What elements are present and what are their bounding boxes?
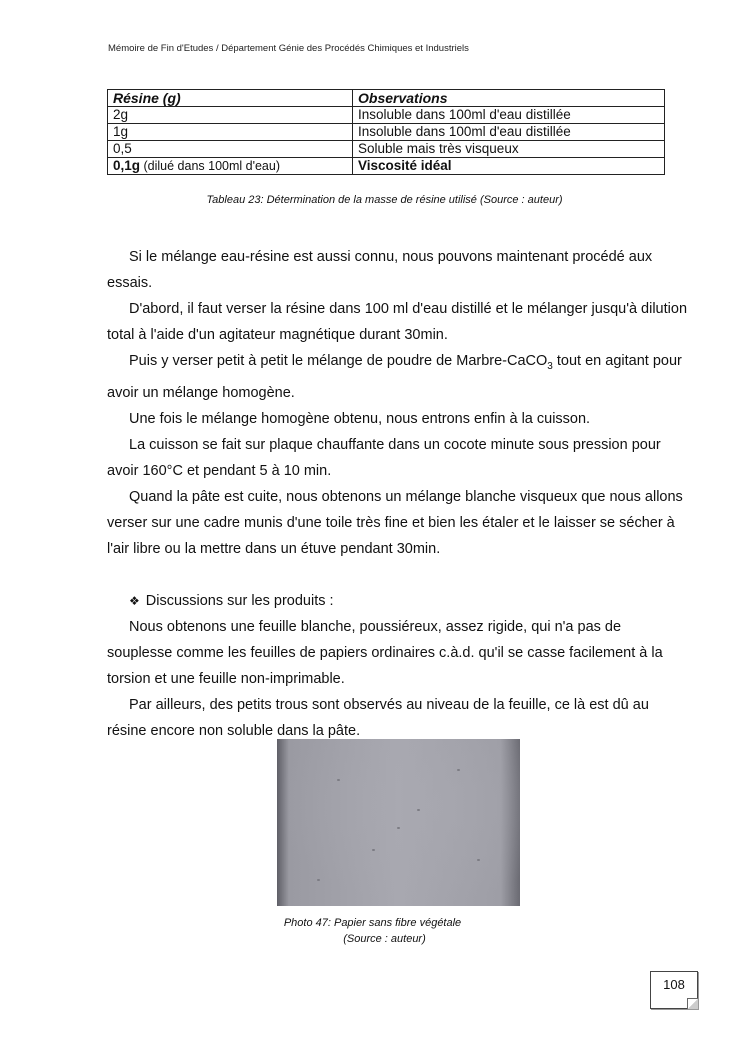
page-curl-icon — [687, 998, 698, 1009]
mass-note: (dilué dans 100ml d'eau) — [140, 159, 280, 173]
table-header-row — [108, 90, 665, 107]
paragraph: La cuisson se fait sur plaque chauffante dans un cocote minute sous pression pour avoir 160°C et pendant 5 à 10 min. — [107, 436, 661, 479]
cell-mass — [108, 124, 353, 141]
mass-value: 2g — [113, 107, 129, 122]
paragraph: Quand la pâte est cuite, nous obtenons un mélange blanche visqueux que nous allons verser sur une cadre munis d'une toile très fine et bien les étaler et le laisser se sécher à l'air libre ou la mettre dans un étuve pendant 30min. — [107, 488, 683, 557]
mass-value: 0,5 — [113, 141, 132, 156]
photo-caption: Photo 47: Papier sans fibre végétale — [283, 917, 462, 929]
body-text — [107, 244, 687, 744]
table-caption: Tableau 23: Détermination de la masse de résine utilisé (Source : auteur) — [206, 194, 563, 206]
paragraph: Une fois le mélange homogène obtenu, nous entrons enfin à la cuisson. — [129, 410, 591, 427]
cell-observation: Soluble mais très visqueux — [353, 141, 665, 158]
mass-value: 1g — [113, 124, 129, 139]
section-bullet — [107, 588, 687, 614]
paragraph — [107, 348, 687, 406]
mass-value: 0,1g — [113, 158, 141, 173]
photo-caption-source: (Source : auteur) — [343, 933, 426, 945]
column-header-observations: Observations — [353, 90, 665, 107]
bullet-text: Discussions sur les produits : — [145, 592, 334, 609]
paragraph-text: tout en agitant pour avoir un mélange homogène. — [107, 353, 682, 401]
paper-photo — [277, 739, 520, 906]
subscript: 3 — [547, 360, 553, 372]
paragraph: Si le mélange eau-résine est aussi connu, nous pouvons maintenant procédé aux essais. — [107, 249, 653, 291]
cell-observation: Viscosité idéal — [353, 158, 665, 175]
table-row — [108, 141, 665, 158]
paragraph: Par ailleurs, des petits trous sont observés au niveau de la feuille, ce là est dû au résine encore non soluble dans la pâte. — [107, 696, 649, 739]
cell-observation: Insoluble dans 100ml d'eau distillée — [353, 124, 665, 141]
cell-mass — [108, 107, 353, 124]
cell-observation: Insoluble dans 100ml d'eau distillée — [353, 107, 665, 124]
resin-table — [107, 89, 665, 175]
page-number-text: 108 — [663, 977, 685, 992]
table-row — [108, 107, 665, 124]
cell-mass — [108, 158, 353, 175]
paragraph: Nous obtenons une feuille blanche, poussiéreux, assez rigide, qui n'a pas de souplesse comme les feuilles de papiers ordinaires c.à.d. qu'il se casse facilement à la torsion et une feuille non-imprimable. — [107, 618, 663, 687]
page-number — [650, 971, 698, 1009]
running-header: Mémoire de Fin d'Etudes / Département Génie des Procédés Chimiques et Industriels — [108, 43, 469, 54]
table-row — [108, 124, 665, 141]
diamond-bullet-icon: ❖ — [129, 593, 140, 608]
table-row — [108, 158, 665, 175]
paragraph: D'abord, il faut verser la résine dans 100 ml d'eau distillé et le mélanger jusqu'à dilution total à l'aide d'un agitateur magnétique durant 30min. — [107, 301, 688, 343]
paragraph-text: Puis y verser petit à petit le mélange de poudre de Marbre-CaCO — [129, 353, 548, 369]
column-header-resin: Résine (g) — [108, 90, 353, 107]
cell-mass — [108, 141, 353, 158]
